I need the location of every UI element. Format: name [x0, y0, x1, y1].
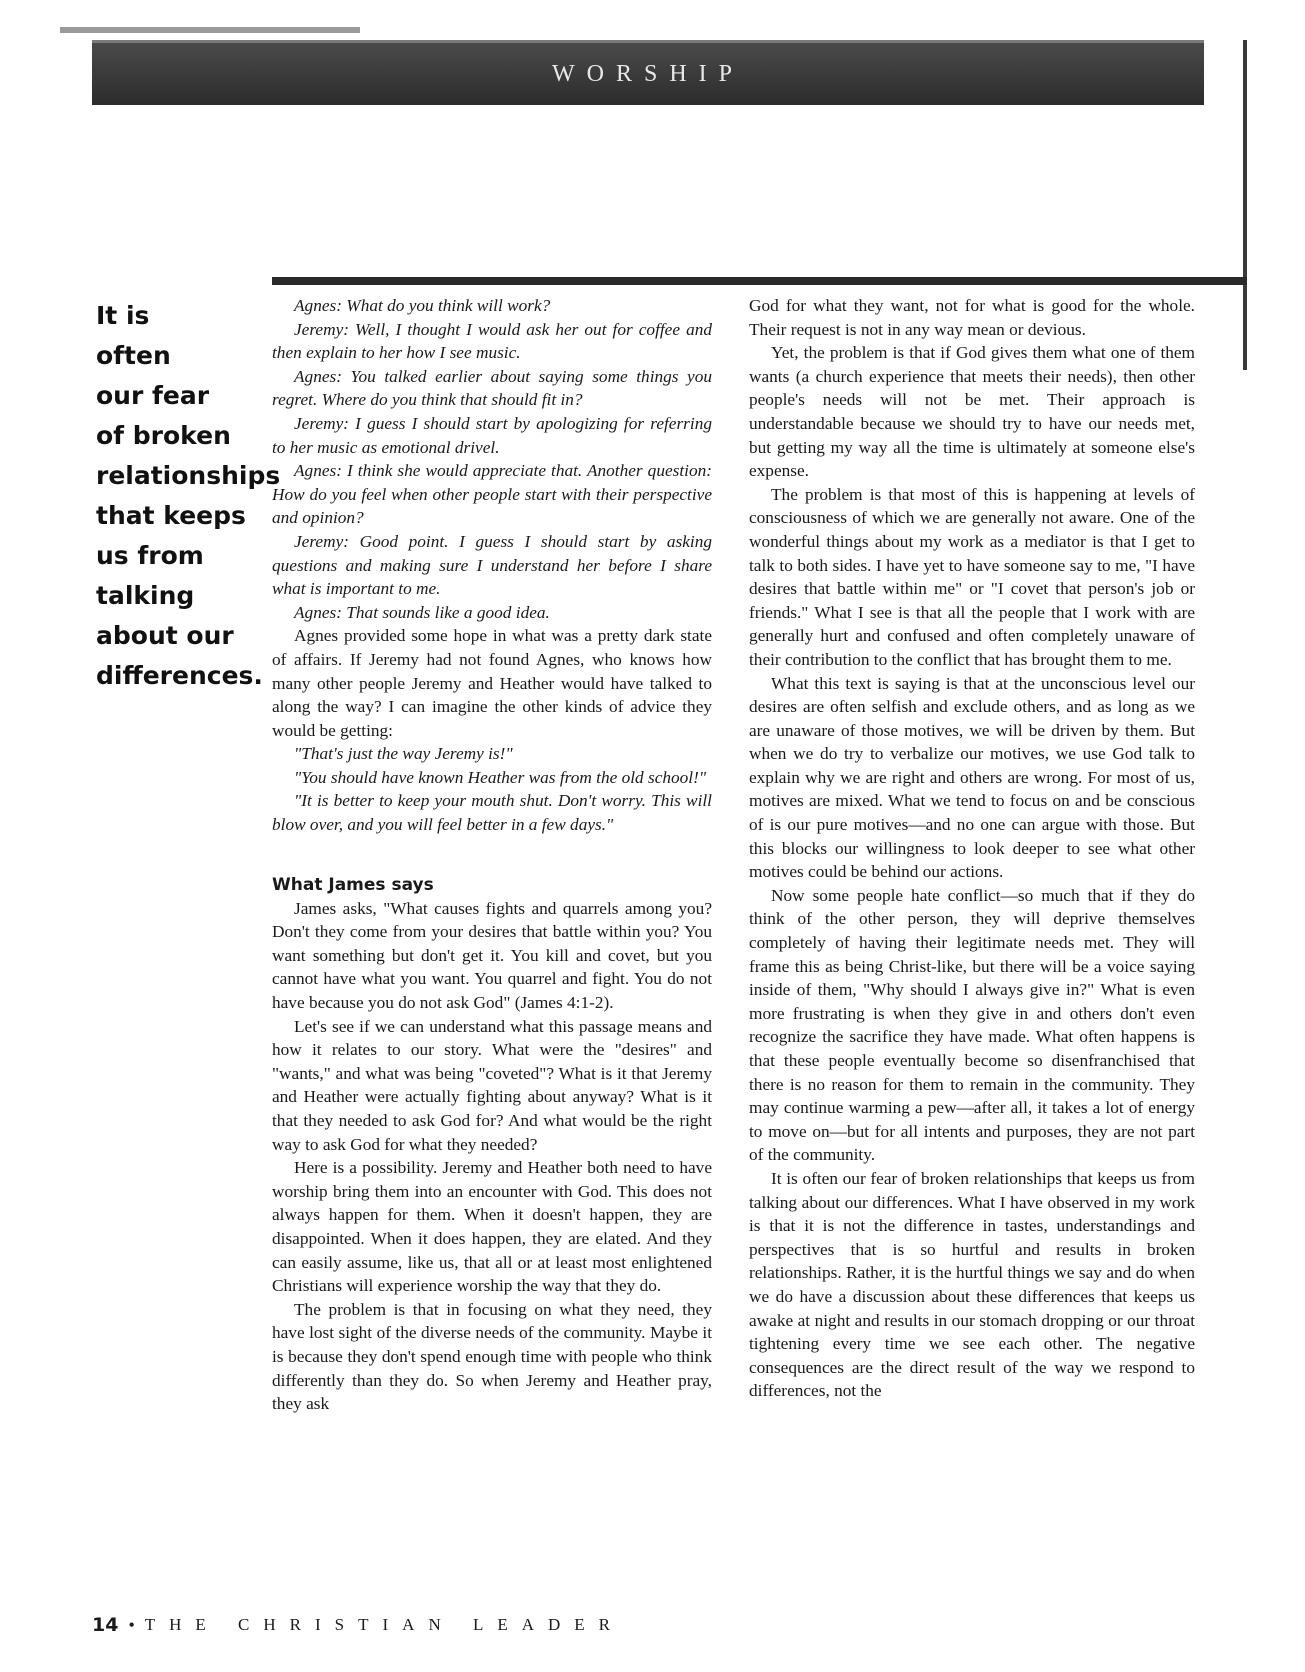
subheading: What James says	[272, 874, 434, 895]
body-paragraph: Let's see if we can understand what this passage means and how it relates to our story. What were the "desires" and "wants," and what was being "coveted"? What is it that Jeremy and Heather were actually fighting about anyway? What is it that they needed to ask God for? And what would be the right way to ask God for what they needed?	[272, 1016, 712, 1154]
body-paragraph: "That's just the way Jeremy is!"	[294, 744, 513, 764]
page-footer	[92, 1614, 624, 1636]
body-paragraph: The problem is that in focusing on what they need, they have lost sight of the diverse needs of the community. Maybe it is because they don't spend enough time with people who think differently than they do. So when Jeremy and Heather pray, they ask	[272, 1299, 712, 1414]
pull-quote-line: relationships	[96, 461, 281, 490]
body-paragraph: Yet, the problem is that if God gives them what one of them wants (a church experience that meets their needs), then other people's needs will not be met. Their approach is understandable because we should try to have our needs met, but getting my way all the time is ultimately at someone else's expense.	[749, 343, 1195, 481]
paragraph-spacer	[272, 837, 712, 860]
body-paragraph: God for what they want, not for what is good for the whole. Their request is not in any way mean or devious.	[749, 296, 1195, 339]
body-paragraph: Agnes provided some hope in what was a pretty dark state of affairs. If Jeremy had not found Agnes, who knows how many other people Jeremy and Heather would have talked to along the way? I can imagine the other kinds of advice they would be getting:	[272, 626, 712, 740]
body-paragraph: Agnes: That sounds like a good idea.	[294, 602, 550, 622]
pull-quote-line: that keeps	[96, 501, 246, 530]
pull-quote-line: differences.	[96, 661, 263, 690]
section-banner	[92, 40, 1204, 105]
body-paragraph: Jeremy: Good point. I guess I should start by asking questions and making sure I understand her before I share what is important to me.	[272, 531, 712, 599]
publication-name: THE CHRISTIAN LEADER	[144, 1615, 625, 1634]
body-paragraph: It is often our fear of broken relationships that keeps us from talking about our differences. What I have observed in my work is that it is not the difference in tastes, understandings and perspectives that is so hurtful and results in broken relationships. Rather, it is the hurtful things we say and do when we do have a discussion about these differences that keeps us awake at night and results in our stomach dropping or our throat tightening every time we see each other. The negative consequences are the direct result of the way we respond to differences, not the	[749, 1168, 1195, 1401]
body-paragraph: The problem is that most of this is happening at levels of consciousness of which we are generally not aware. One of the wonderful things about my work as a mediator is that I get to talk to both sides. I have yet to have someone say to me, "I have desires that battle within me" or "I covet that person's job or friends." What I see is that all the people that I work with are generally hurt and confused and often completely unaware of their contribution to the conflict that has brought them to me.	[749, 484, 1195, 669]
left-column	[272, 294, 712, 1416]
body-paragraph: What this text is saying is that at the unconscious level our desires are often selfish and exclude others, and as long as we are unaware of those motives, we will be driven by them. But when we do try to verbalize our motives, we use God talk to explain why we are right and others are wrong. For most of us, motives are mixed. What we tend to focus on and be conscious of is our pure motives—and no one can argue with those. But this blocks our willingness to look deeper to see what other motives could be behind our actions.	[749, 673, 1195, 882]
body-paragraph: Here is a possibility. Jeremy and Heather both need to have worship bring them into an encounter with God. This does not always happen for them. When it doesn't happen, they are disappointed. When it does happen, they are elated. And they can easily assume, like us, that all or at least most enlightened Christians will experience worship the way that they do.	[272, 1158, 712, 1296]
section-title: WORSHIP	[551, 60, 744, 87]
body-paragraph: Agnes: I think she would appreciate that. Another question: How do you feel when other people start with their perspective and opinion?	[272, 461, 712, 528]
pull-quote-line: often	[96, 341, 171, 370]
pull-quote-line: about our	[96, 621, 234, 650]
body-paragraph: "You should have known Heather was from the old school!"	[294, 767, 707, 787]
top-decorative-line	[60, 27, 360, 33]
pull-quote-line: us from	[96, 541, 204, 570]
right-column	[749, 294, 1195, 1403]
right-edge-line	[1243, 40, 1247, 370]
pull-quote-line: It is	[96, 301, 150, 330]
body-paragraph: Agnes: You talked earlier about saying some things you regret. Where do you think that should fit in?	[272, 366, 712, 410]
horizontal-rule	[272, 277, 1247, 285]
body-paragraph: "It is better to keep your mouth shut. Don't worry. This will blow over, and you will feel better in a few days."	[272, 791, 712, 835]
body-paragraph: Jeremy: Well, I thought I would ask her out for coffee and then explain to her how I see music.	[272, 319, 712, 363]
pull-quote	[96, 296, 281, 696]
pull-quote-line: of broken	[96, 421, 231, 450]
body-paragraph: Now some people hate conflict—so much that if they do think of the other person, they will deprive themselves completely of having their legitimate needs met. They will frame this as being Christ-like, but there will be a voice saying inside of them, "Why should I always give in?" What is even more frustrating is when they give in and others don't even recognize the sacrifice they have made. What often happens is that these people eventually become so disenfranchised that there is no reason for them to remain in the community. They may continue warming a pew—after all, it takes a lot of energy to move on—but for all intents and purposes, they are not part of the community.	[749, 885, 1195, 1165]
pull-quote-line: our fear	[96, 381, 210, 410]
pull-quote-line: talking	[96, 581, 195, 610]
body-paragraph: James asks, "What causes fights and quarrels among you? Don't they come from your desires that battle within you? You want something but don't get it. You kill and covet, but you cannot have what you want. You quarrel and fight. You do not have because you do not ask God" (James 4:1-2).	[272, 898, 712, 1013]
body-paragraph: Agnes: What do you think will work?	[294, 296, 551, 315]
page-number: 14	[92, 1614, 119, 1636]
footer-separator: •	[128, 1614, 135, 1635]
body-paragraph: Jeremy: I guess I should start by apologizing for referring to her music as emotional drivel.	[272, 413, 712, 457]
